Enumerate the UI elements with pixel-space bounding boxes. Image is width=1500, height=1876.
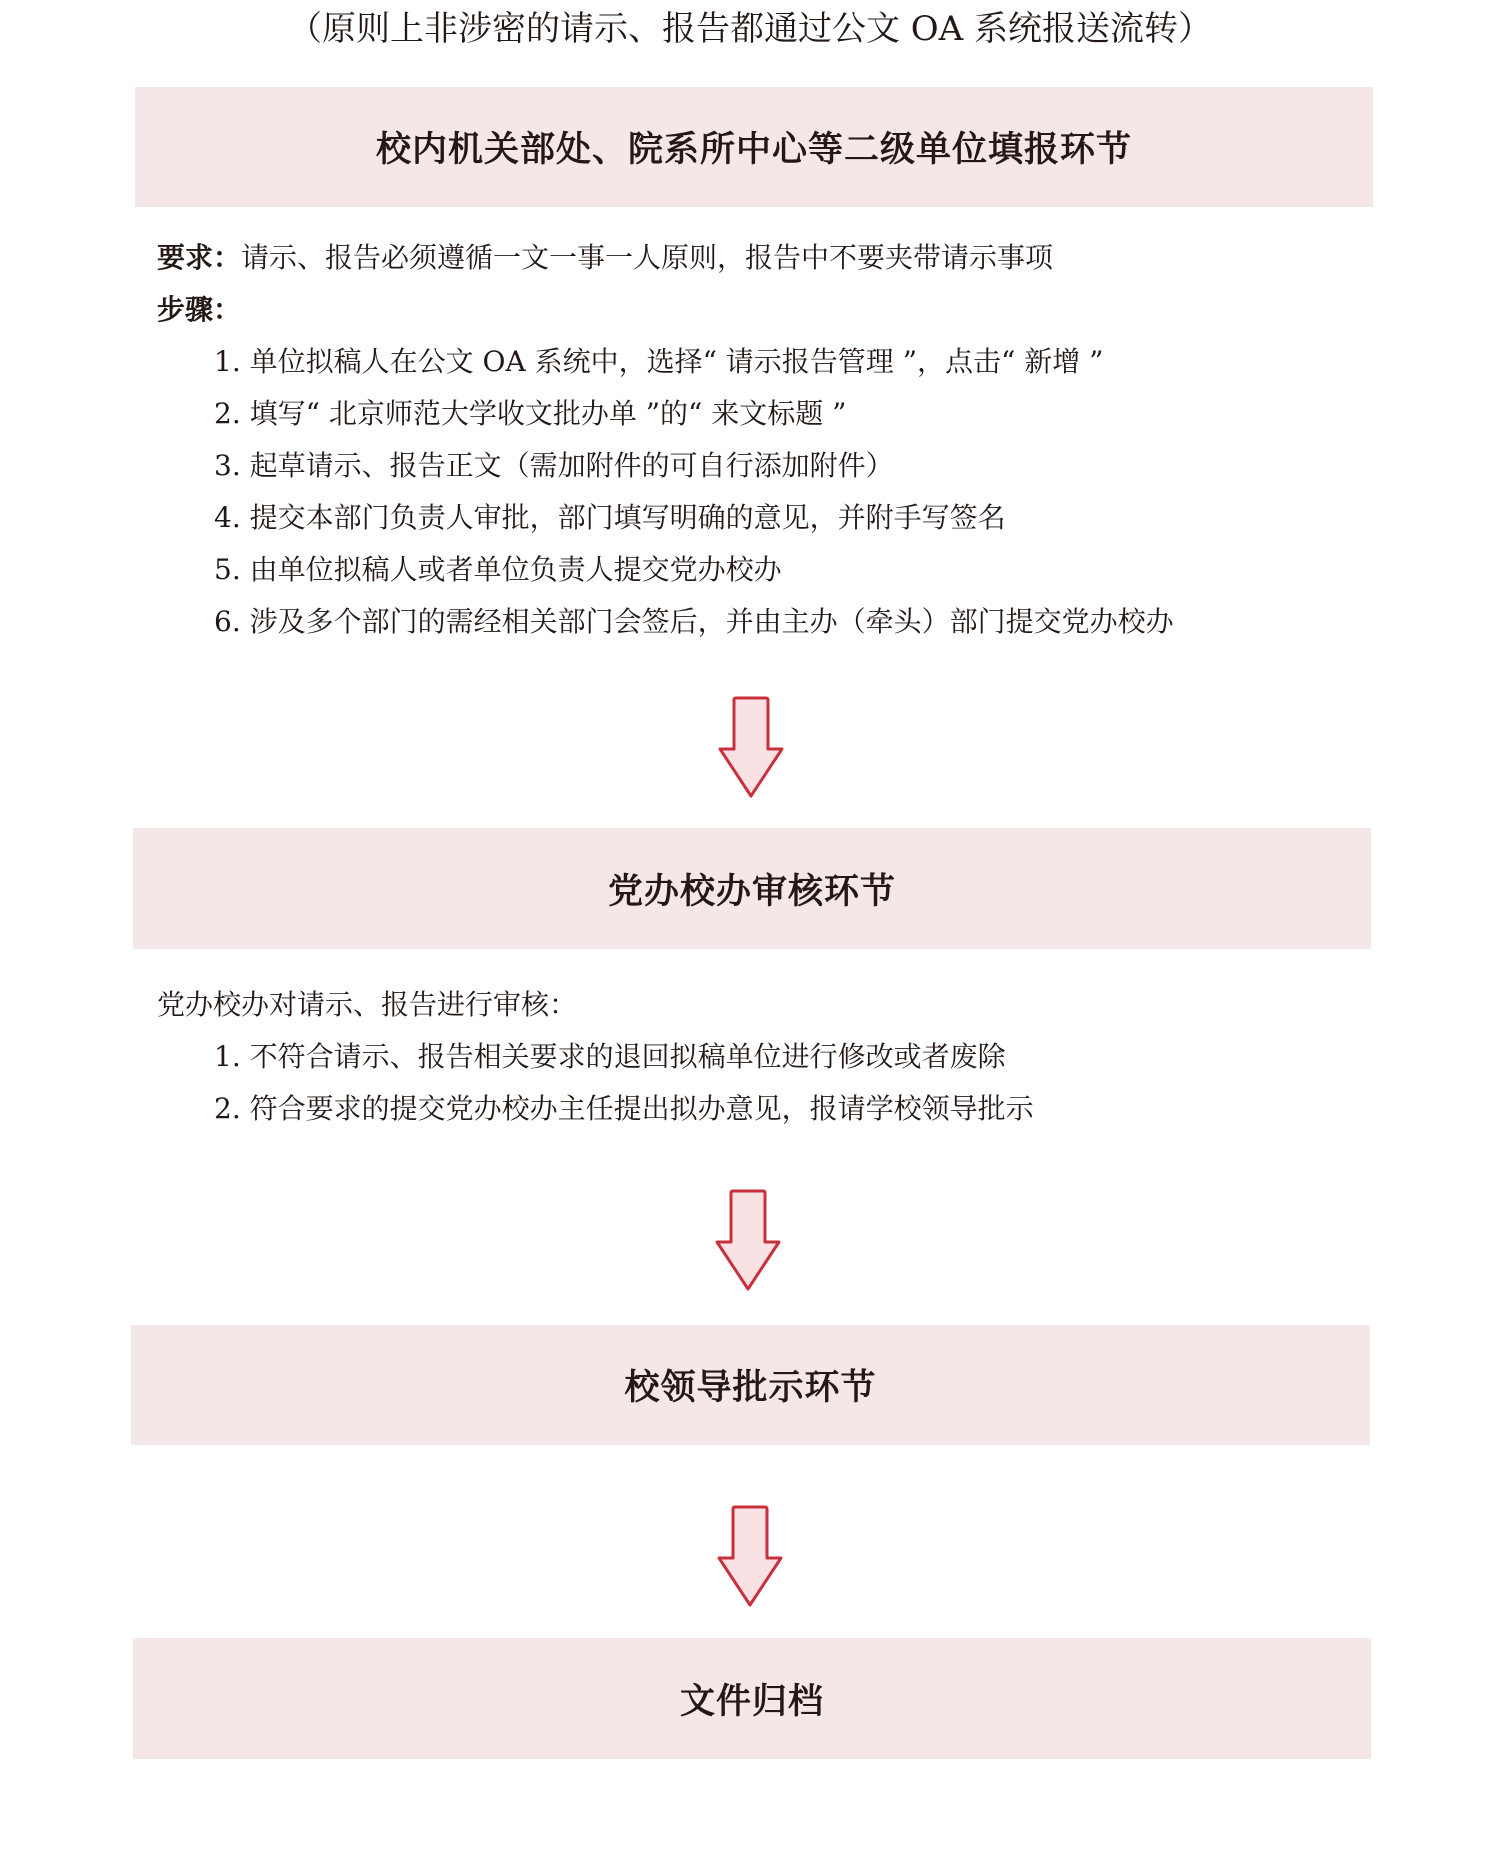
requirement-label: 要求： xyxy=(157,241,242,274)
stage-title-unit-submission: 校内机关部处、院系所中心等二级单位填报环节 xyxy=(375,130,1132,170)
routing-note: （原则上非涉密的请示、报告都通过公文 OA 系统报送流转） xyxy=(287,9,1213,49)
stage-box-leader-approval xyxy=(131,1325,1370,1445)
requirement-line xyxy=(157,232,1174,284)
requirement-text: 请示、报告必须遵循一文一事一人原则，报告中不要夹带请示事项 xyxy=(241,241,1054,274)
step-item: 2. 符合要求的提交党办校办主任提出拟办意见，报请学校领导批示 xyxy=(214,1092,1034,1125)
down-arrow-icon xyxy=(715,1504,785,1610)
step-item: 3. 起草请示、报告正文（需加附件的可自行添加附件） xyxy=(214,449,894,482)
stage-box-unit-submission xyxy=(135,87,1373,207)
office-review-details xyxy=(157,979,1034,1135)
stage-title-archiving: 文件归档 xyxy=(679,1681,824,1722)
step-item: 6. 涉及多个部门的需经相关部门会签后，并由主办（牵头）部门提交党办校办 xyxy=(214,605,1174,638)
down-arrow-icon xyxy=(713,1188,783,1294)
stage-title-leader-approval: 校领导批示环节 xyxy=(624,1368,877,1408)
step-item: 2. 填写“ 北京师范大学收文批办单 ”的“ 来文标题 ” xyxy=(214,397,847,430)
step-item: 1. 不符合请示、报告相关要求的退回拟稿单位进行修改或者废除 xyxy=(214,1040,1006,1073)
steps-label-line xyxy=(157,284,1174,336)
step-item: 1. 单位拟稿人在公文 OA 系统中，选择“ 请示报告管理 ”，点击“ 新增 ” xyxy=(214,345,1104,378)
unit-submission-details xyxy=(157,232,1174,648)
steps-label: 步骤： xyxy=(157,293,242,326)
review-intro: 党办校办对请示、报告进行审核： xyxy=(157,988,578,1021)
stage-box-archiving xyxy=(133,1638,1371,1759)
stage-box-office-review xyxy=(133,828,1371,949)
step-item: 4. 提交本部门负责人审批，部门填写明确的意见，并附手写签名 xyxy=(214,501,1006,534)
down-arrow-icon xyxy=(716,695,786,801)
step-item: 5. 由单位拟稿人或者单位负责人提交党办校办 xyxy=(214,553,782,586)
stage-title-office-review: 党办校办审核环节 xyxy=(607,871,896,912)
